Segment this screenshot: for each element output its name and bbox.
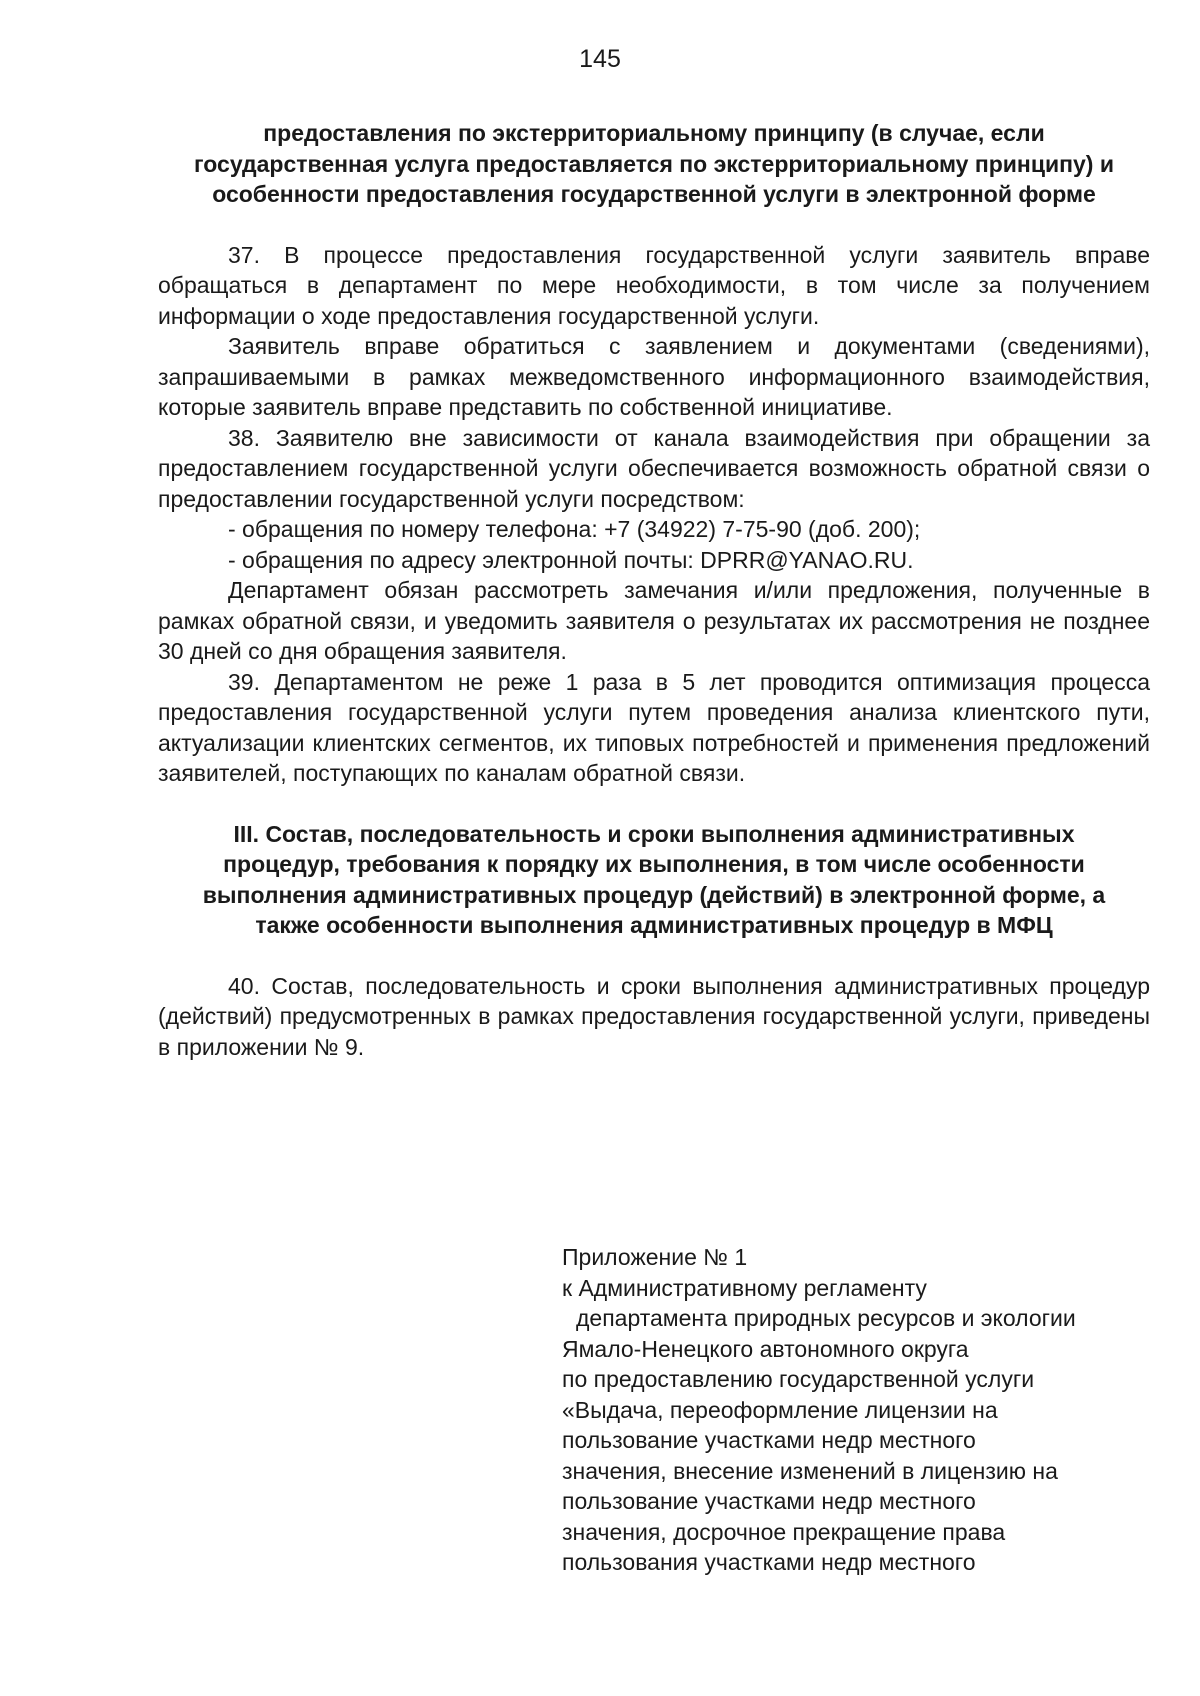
appendix-line: к Административному регламенту [562,1274,927,1301]
appendix-line: пользование участками недр местного [562,1488,976,1514]
paragraph-40: 40. Состав, последовательность и сроки выполнения административных процедур (действий) предусмотренных в рамках предоставления государственной услуги, приведены в приложении № 9. [158,972,1150,1060]
list-item-email: - обращения по адресу электронной почты: DPRR@YANAO.RU. [228,546,914,573]
appendix-line: пользования участками недр местного [562,1549,976,1575]
list-item-phone: - обращения по номеру телефона: +7 (34922) 7-75-90 (доб. 200); [228,516,921,542]
paragraph-37: 37. В процессе предоставления государственной услуги заявитель вправе обращаться в департамент по мере необходимости, в том числе за получением информации о ходе предоставления государственной услуги. [158,241,1150,329]
appendix-line: значения, досрочное прекращение права [562,1518,1006,1545]
paragraph-39: 39. Департаментом не реже 1 раза в 5 лет проводится оптимизация процесса предоставления государственной услуги путем проведения анализа клиентского пути, актуализации клиентских сегментов, их типовых потребностей и применения предложений заявителей, поступающих по каналам обратной связи. [158,668,1150,786]
appendix-line: Ямало-Ненецкого автономного округа [562,1335,969,1362]
appendix-line: по предоставлению государственной услуги [562,1366,1035,1392]
paragraph-38: 38. Заявителю вне зависимости от канала взаимодействия при обращении за предоставлением государственной услуги обеспечивается возможность обратной связи о предоставлении государственной услуги посредством: [158,424,1150,512]
appendix-line: «Выдача, переоформление лицензии на [562,1396,998,1423]
appendix-line: пользование участками недр местного [562,1427,976,1453]
paragraph-applicant-right: Заявитель вправе обратиться с заявлением и документами (сведениями), запрашиваемыми в рамках межведомственного информационного взаимодействия, которые заявитель вправе представить по собственной инициативе. [158,333,1150,420]
appendix-line: департамента природных ресурсов и экологии [576,1305,1076,1331]
paragraph-department-duty: Департамент обязан рассмотреть замечания и/или предложения, полученные в рамках обратной связи, и уведомить заявителя о результатах их рассмотрения не позднее 30 дней со дня обращения заявителя. [158,577,1150,664]
section-heading: предоставления по экстерриториальному принципу (в случае, если государственная услуга предоставляется по экстерриториальному принципу) и особенности предоставления государственной услуги в электронной форме [194,120,1114,207]
appendix-line: значения, внесение изменений в лицензию на [562,1457,1058,1484]
appendix-block [562,1242,1158,1578]
appendix-line: Приложение № 1 [562,1244,748,1270]
page-number: 145 [579,45,621,73]
chapter-heading: III. Состав, последовательность и сроки выполнения административных процедур, требования к порядку их выполнения, в том числе особенности выполнения административных процедур (действий) в электронной форме, а также особенности выполнения административных процедур в МФЦ [202,820,1106,938]
document-body [158,118,1150,1062]
